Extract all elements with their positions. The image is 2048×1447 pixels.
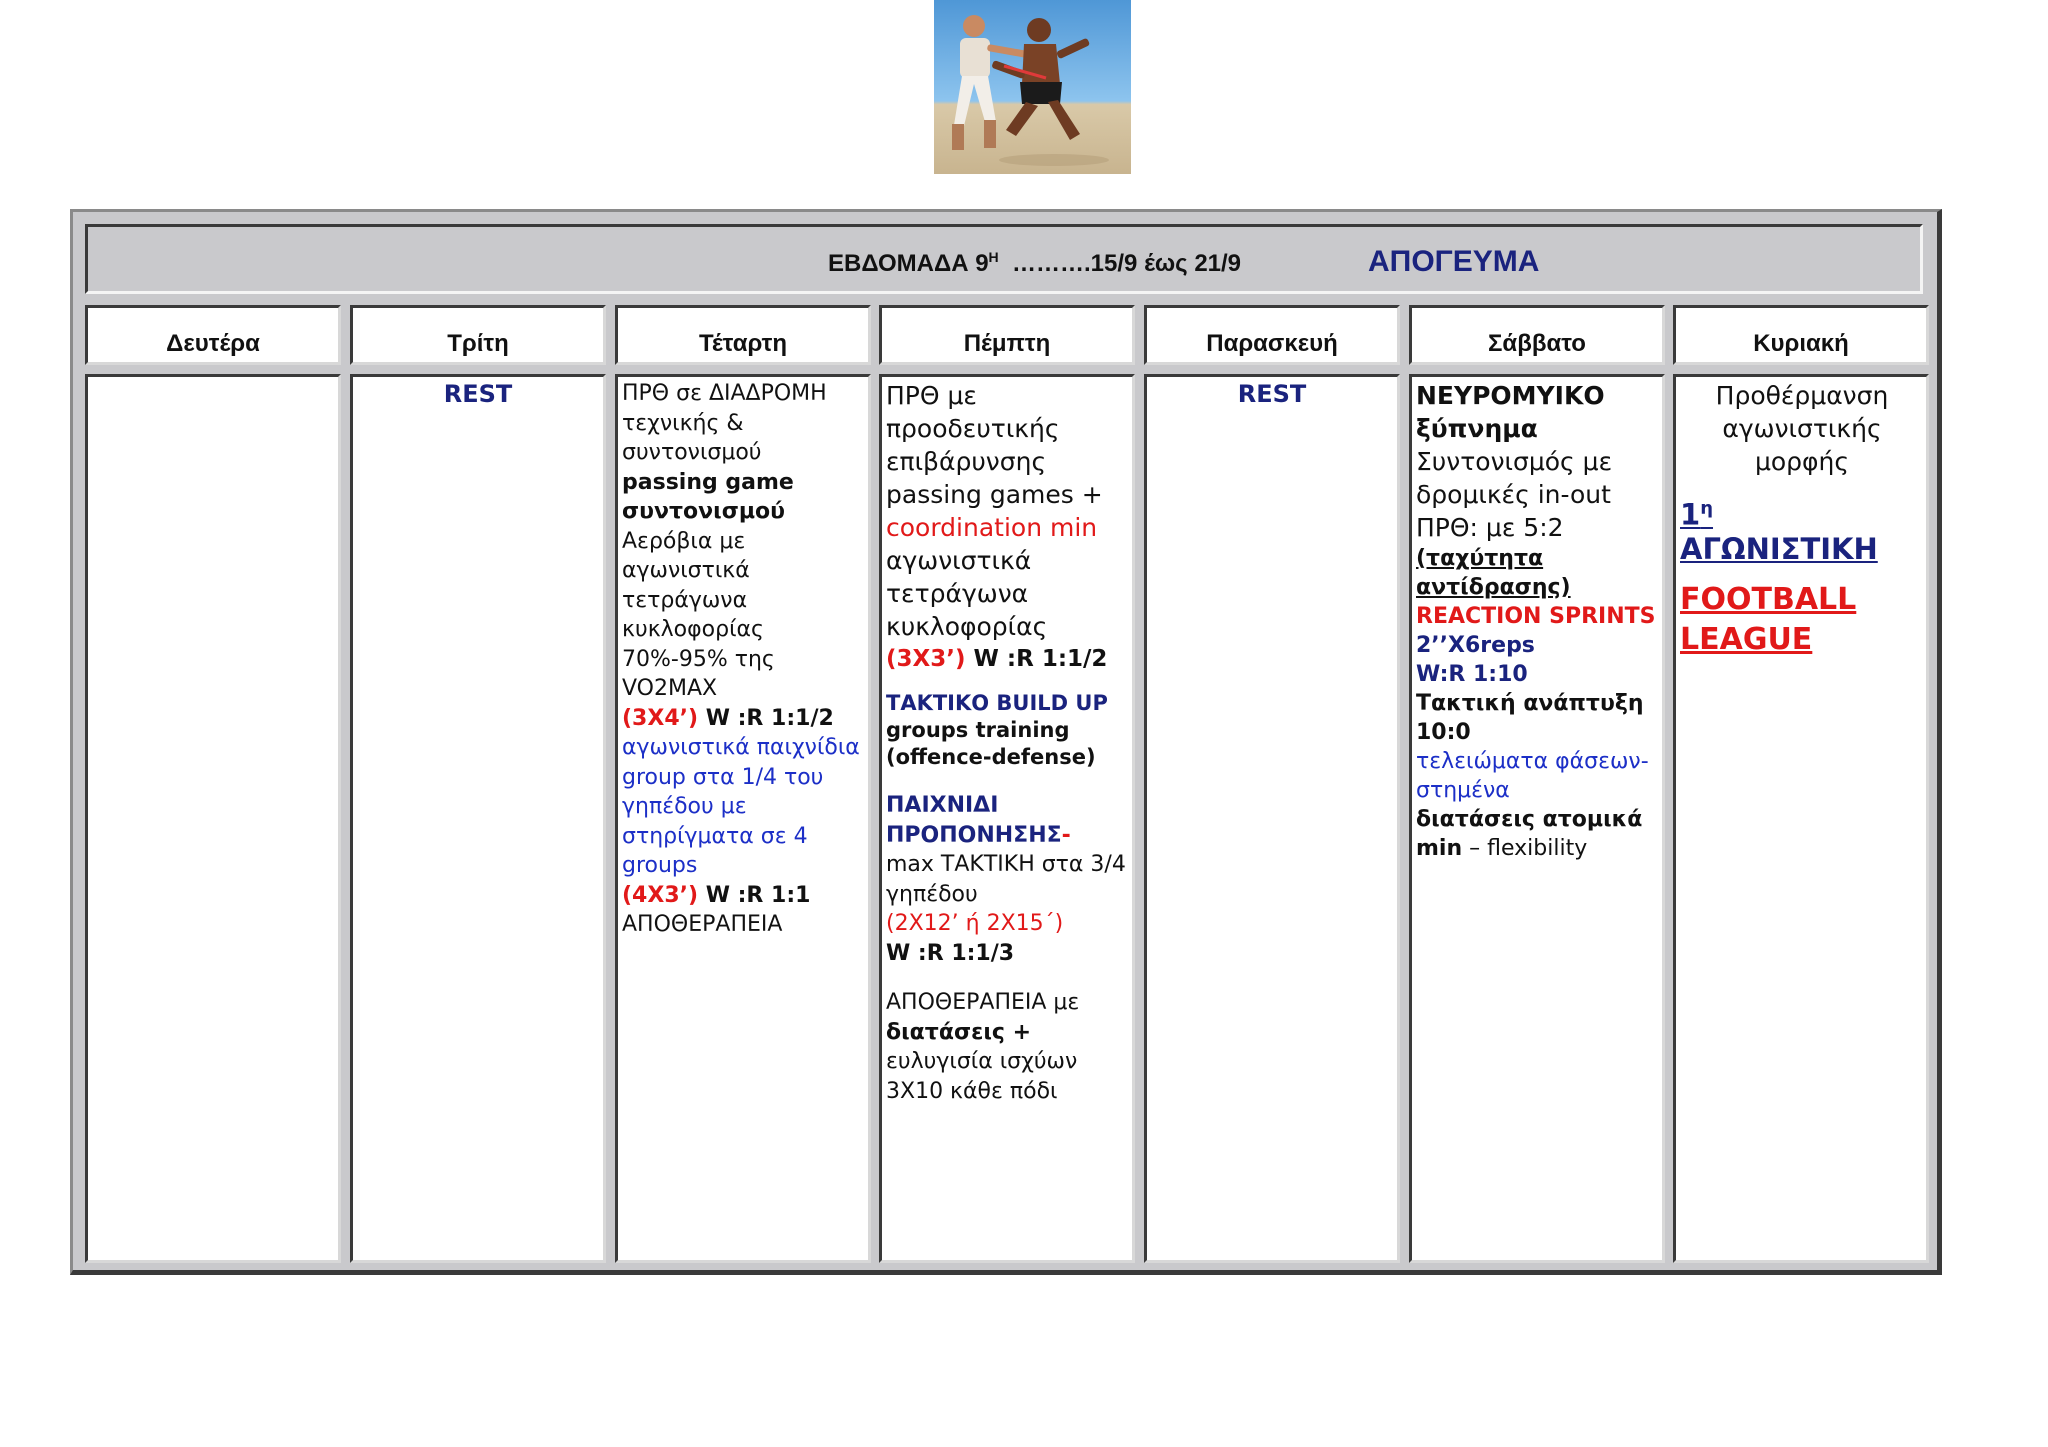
- warmup-text: Προθέρμανση αγωνιστικής μορφής: [1715, 381, 1889, 476]
- tactical-development-text: Τακτική ανάπτυξη 10:0: [1416, 691, 1644, 745]
- monday-cell: [85, 374, 341, 1263]
- matchday-title: [1680, 492, 1924, 566]
- saturday-content: [1412, 377, 1662, 863]
- sets-value: (4X3’): [622, 882, 699, 908]
- reaction-sprints-text: REACTION SPRINTS: [1416, 604, 1656, 629]
- thursday-content: [882, 377, 1132, 1106]
- flexibility-label: – flexibility: [1462, 836, 1588, 861]
- week-superscript: Η: [988, 249, 999, 265]
- work-rest-ratio: W :R 1:1/3: [886, 940, 1015, 966]
- day-header-sunday: [1673, 305, 1929, 365]
- friday-cell: [1144, 374, 1400, 1263]
- day-label: Δευτέρα: [166, 330, 260, 357]
- coordination-text: Συντονισμός με δρομικές in-out: [1416, 447, 1613, 509]
- day-label: Σάββατο: [1488, 330, 1586, 357]
- dash-mark: -: [1061, 822, 1071, 848]
- work-rest-ratio: W :R 1:1/2: [965, 646, 1108, 672]
- day-label: Πέμπτη: [963, 330, 1051, 357]
- day-label: Τρίτη: [447, 330, 509, 357]
- day-label: Κυριακή: [1753, 330, 1849, 357]
- sets-line: [622, 881, 866, 911]
- day-label: Τέταρτη: [698, 330, 788, 357]
- day-header-friday: [1144, 305, 1400, 365]
- stretching-label: διατάσεις ατομικά min: [1416, 807, 1643, 861]
- weekly-schedule-table: [70, 209, 1942, 1275]
- flexibility-text: ευλυγισία ισχύων 3X10 κάθε πόδι: [886, 1049, 1078, 1104]
- day-label: Παρασκευή: [1206, 330, 1338, 357]
- week-header: [85, 224, 1923, 294]
- stretching-line: [1416, 805, 1660, 863]
- sets-line: [622, 704, 866, 734]
- week-title: [828, 249, 1241, 278]
- duration-text: (2X12’ ή 2X15΄): [886, 911, 1064, 936]
- coordination-text: coordination min: [886, 513, 1098, 542]
- week-label: ΕΒΔΟΜΑΔΑ 9: [828, 250, 989, 277]
- tactical-text: max ΤΑΚΤΙΚΗ στα 3/4 γηπέδου: [886, 852, 1126, 907]
- neuromuscular-text: ΝΕΥΡΟΜΥΙΚΟ ξύπνημα: [1416, 381, 1605, 443]
- saturday-cell: [1409, 374, 1665, 1263]
- passing-game-text: passing game συντονισμού: [622, 469, 794, 524]
- rest-label: REST: [443, 380, 513, 408]
- wednesday-content: [618, 377, 868, 940]
- sunday-cell: [1673, 374, 1929, 1263]
- finishing-text: τελειώματα φάσεων-στημένα: [1416, 749, 1649, 803]
- sunday-content: [1676, 377, 1926, 660]
- warmup-text: ΠΡΘ: με 5:2: [1416, 513, 1564, 542]
- tuesday-cell: [350, 374, 606, 1263]
- week-dates: ……….15/9 έως 21/9: [1012, 250, 1242, 277]
- runners-photo: [934, 0, 1131, 174]
- recovery-text: ΑΠΟΘΕΡΑΠΕΙΑ: [622, 912, 783, 937]
- work-rest-ratio: W :R 1:1: [698, 882, 811, 908]
- sets-value: (3X4’): [622, 705, 699, 731]
- reps-text: 2’’X6reps: [1416, 633, 1535, 658]
- thursday-cell: [879, 374, 1135, 1263]
- group-games-text: αγωνιστικά παιχνίδια group στα 1/4 του γηπέδου με στηρίγματα σε 4 groups: [622, 735, 860, 878]
- day-header-tuesday: [350, 305, 606, 365]
- day-header-saturday: [1409, 305, 1665, 365]
- reaction-speed-text: (ταχύτητα αντίδρασης): [1416, 546, 1571, 600]
- recovery-text: ΑΠΟΘΕΡΑΠΕΙΑ με: [886, 990, 1080, 1015]
- period-label: ΑΠΟΓΕΥΜΑ: [1368, 245, 1540, 278]
- match-superscript: η: [1700, 498, 1714, 519]
- football-league-text: FOOTBALL LEAGUE: [1680, 581, 1857, 657]
- warmup-text: ΠΡΘ με προοδευτικής επιβάρυνσης passing games +: [886, 381, 1103, 509]
- rest-label: REST: [1237, 380, 1307, 408]
- stretching-text: διατάσεις +: [886, 1019, 1032, 1045]
- warmup-text: ΠΡΘ σε ΔΙΑΔΡΟΜΗ τεχνικής & συντονισμού: [622, 381, 827, 465]
- day-header-monday: [85, 305, 341, 365]
- sets-line: [886, 643, 1130, 676]
- day-header-thursday: [879, 305, 1135, 365]
- wednesday-cell: [615, 374, 871, 1263]
- runners-illustration: [934, 0, 1131, 174]
- match-number: 1: [1680, 497, 1701, 532]
- sets-value: (3X3’): [886, 646, 966, 672]
- work-rest-ratio: W:R 1:10: [1416, 662, 1528, 687]
- groups-training-text: groups training (offence-defense): [886, 718, 1096, 769]
- training-game-title: [886, 791, 1130, 850]
- tactical-build-up-text: ΤΑΚΤΙΚΟ BUILD UP: [886, 691, 1108, 715]
- training-game-label: ΠΑΙΧΝΙΔΙ ΠΡΟΠΟΝΗΣΗΣ: [886, 793, 1062, 848]
- match-label: ΑΓΩΝΙΣΤΙΚΗ: [1680, 531, 1878, 566]
- aerobic-text: Αερόβια με αγωνιστικά τετράγωνα κυκλοφορίας 70%-95% της VO2MAX: [622, 528, 775, 701]
- day-header-wednesday: [615, 305, 871, 365]
- work-rest-ratio: W :R 1:1/2: [698, 705, 834, 731]
- squares-text: αγωνιστικά τετράγωνα κυκλοφορίας: [886, 546, 1048, 641]
